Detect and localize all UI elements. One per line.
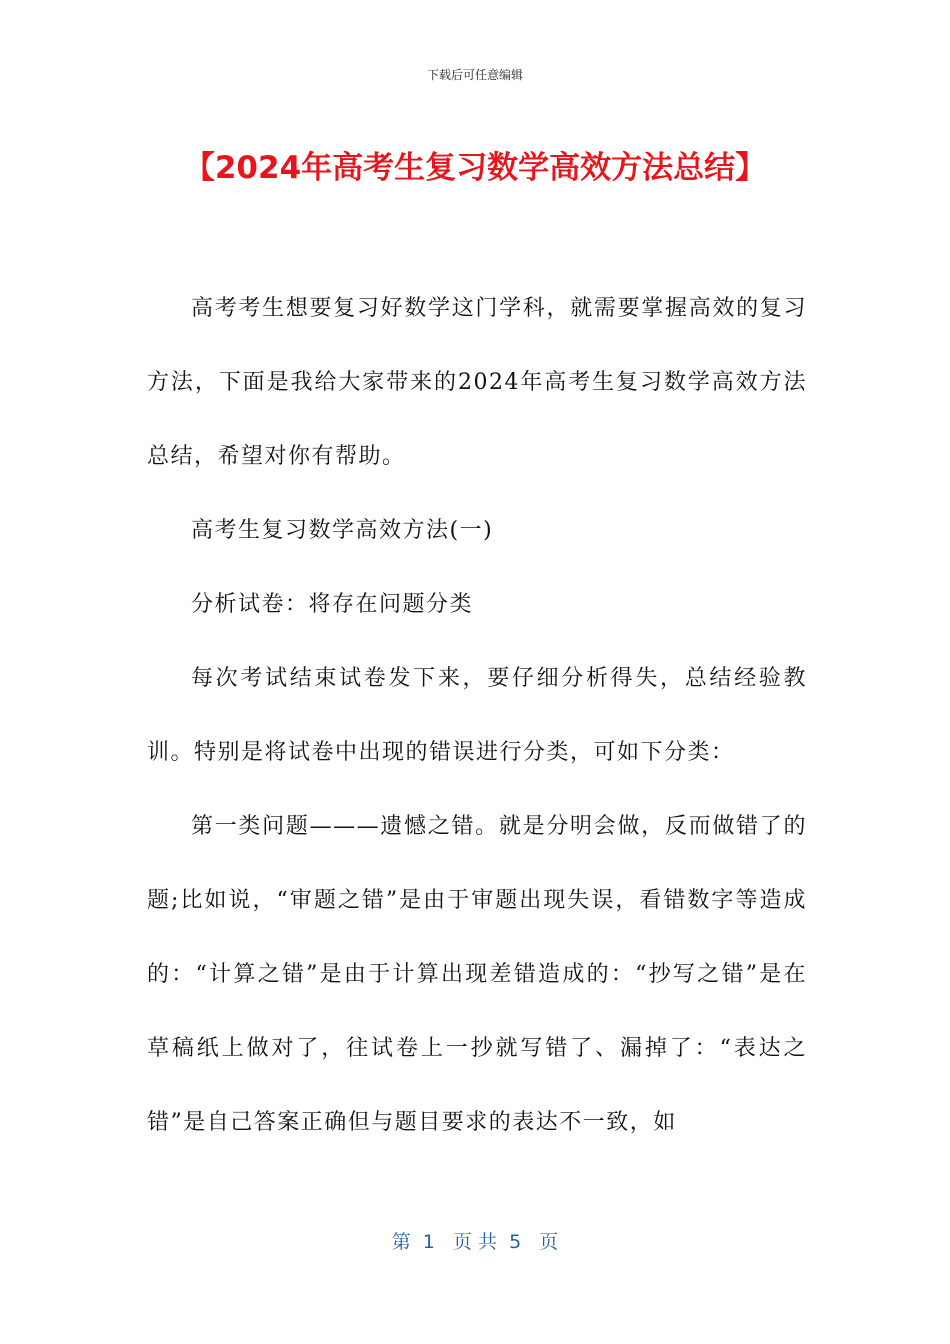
document-title: 【2024年高考生复习数学高效方法总结】 [183,150,767,186]
header-note: 下载后可任意编辑 [426,68,523,82]
body-paragraph: 高考考生想要复习好数学这门学科，就需要掌握高效的复习方法，下面是我给大家带来的2024年高考生复习数学高效方法总结，希望对你有帮助。 [147,296,807,469]
body-paragraph: 高考生复习数学高效方法(一) [191,518,494,543]
document-body [147,272,807,1160]
page-footer: 第 1 页 共 5 页 [391,1231,559,1253]
body-paragraph: 每次考试结束试卷发下来，要仔细分析得失，总结经验教训。特别是将试卷中出现的错误进行分类，可如下分类： [147,666,807,765]
body-paragraph: 第一类问题———遗憾之错。就是分明会做，反而做错了的题;比如说，“审题之错”是由于审题出现失误，看错数字等造成的：“计算之错”是由于计算出现差错造成的：“抄写之错”是在草稿纸上做对了，往试卷上一抄就写错了、漏掉了：“表达之错”是自己答案正确但与题目要求的表达不一致，如 [147,814,807,1135]
body-paragraph: 分析试卷：将存在问题分类 [191,592,474,617]
